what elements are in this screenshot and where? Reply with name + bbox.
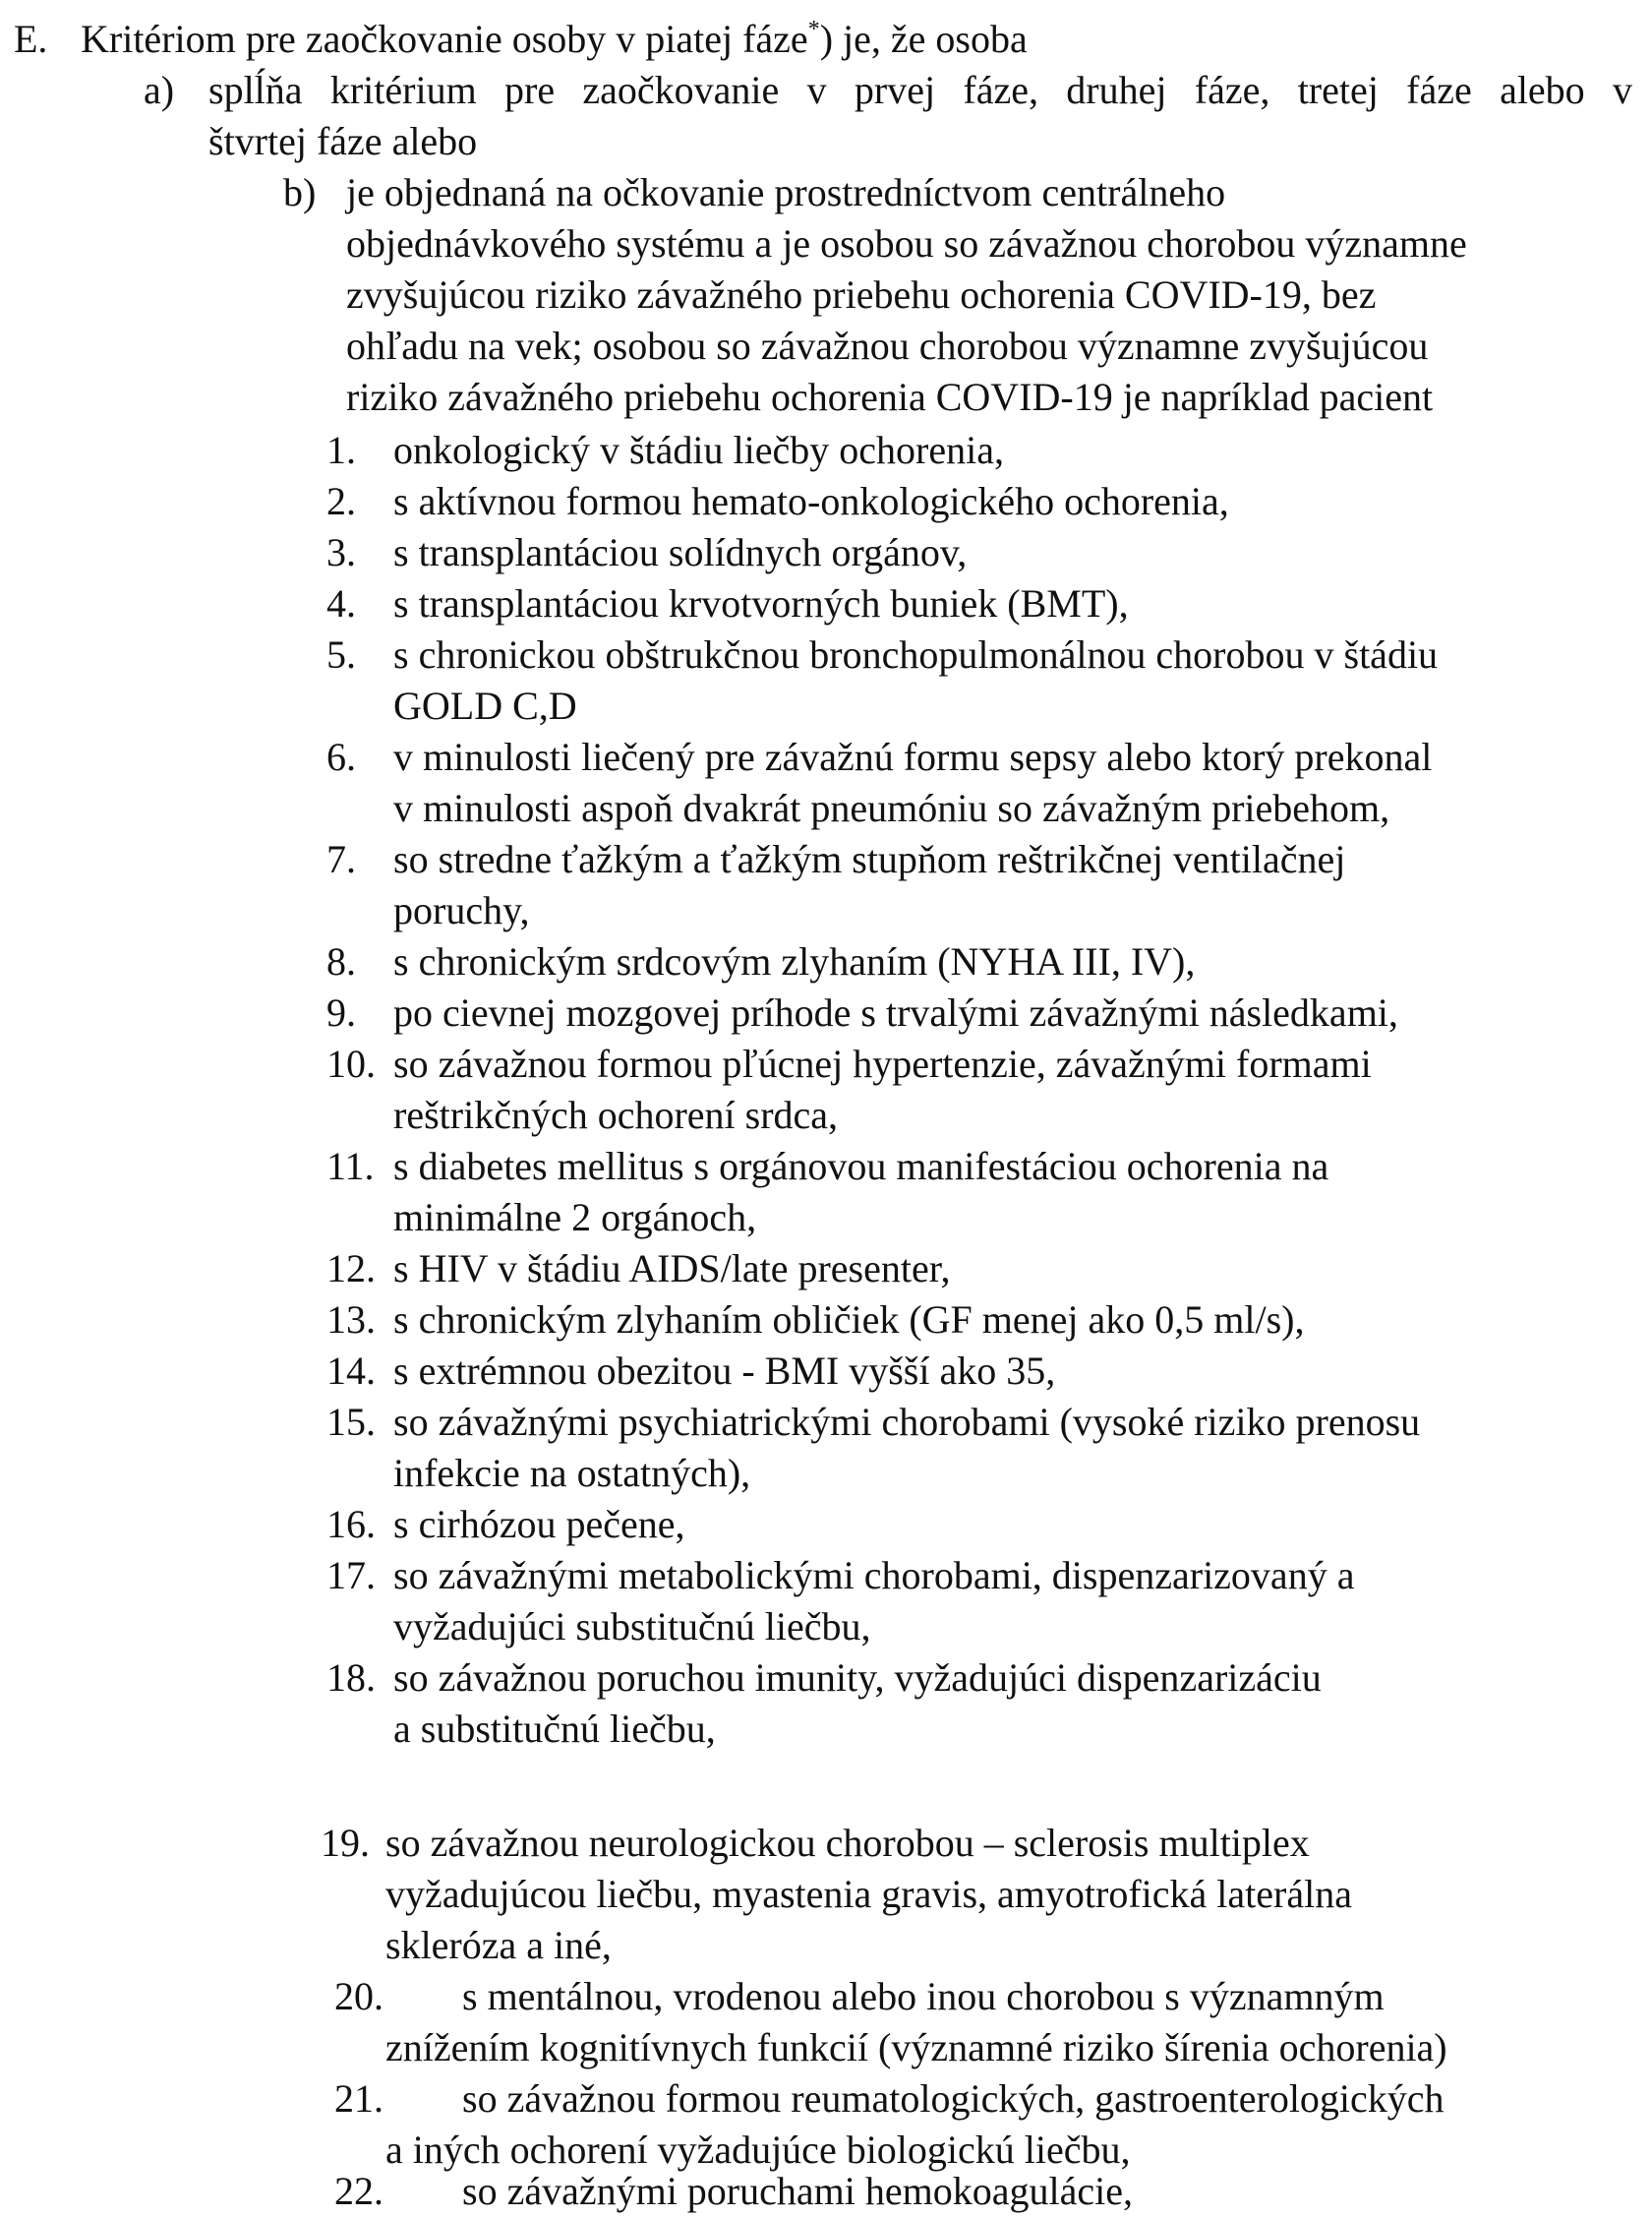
- item-13-line-1: s chronickým zlyhaním obličiek (GF menej ako 0,5 ml/s),: [393, 1297, 1305, 1342]
- item-12-line-1: s HIV v štádiu AIDS/late presenter,: [393, 1246, 951, 1290]
- item-8-line-1: s chronickým srdcovým zlyhaním (NYHA III, IV),: [393, 939, 1196, 984]
- item-17-line-2: vyžadujúci substitučnú liečbu,: [393, 1604, 871, 1648]
- item-11-line-1: s diabetes mellitus s orgánovou manifestáciou ochorenia na: [393, 1144, 1329, 1188]
- item-12-number: 12.: [326, 1246, 376, 1290]
- section-letter: E.: [14, 17, 48, 61]
- item-18-number: 18.: [326, 1655, 376, 1700]
- item-15-line-2: infekcie na ostatných),: [393, 1451, 751, 1495]
- item-6-line-2: v minulosti aspoň dvakrát pneumóniu so závažným priebehom,: [393, 786, 1390, 830]
- item-16-line-1: s cirhózou pečene,: [393, 1502, 685, 1546]
- item-15-line-1: so závažnými psychiatrickými chorobami (vysoké riziko prenosu: [393, 1400, 1421, 1444]
- item-22-number: 22.: [334, 2169, 384, 2213]
- item-1-line-1: onkologický v štádiu liečby ochorenia,: [393, 428, 1004, 472]
- item-20-line-1: s mentálnou, vrodenou alebo inou chorobou s významným: [462, 1974, 1385, 2018]
- item-21-line-2: a iných ochorení vyžadujúce biologickú liečbu,: [385, 2127, 1131, 2172]
- item-4-line-1: s transplantáciou krvotvorných buniek (BMT),: [393, 581, 1129, 626]
- point-b-line-1: je objednaná na očkovanie prostredníctvom centrálneho: [346, 170, 1226, 214]
- item-2-number: 2.: [326, 479, 356, 523]
- item-10-line-2: reštrikčných ochorení srdca,: [393, 1093, 839, 1137]
- item-5-number: 5.: [326, 632, 356, 677]
- item-19-line-1: so závažnou neurologickou chorobou – sclerosis multiplex: [385, 1821, 1310, 1865]
- item-5-line-2: GOLD C,D: [393, 684, 577, 728]
- item-3-number: 3.: [326, 530, 356, 574]
- section-heading: [81, 14, 1028, 65]
- item-17-number: 17.: [326, 1553, 376, 1597]
- item-6-line-1: v minulosti liečený pre závažnú formu sepsy alebo ktorý prekonal: [393, 735, 1433, 779]
- item-18-line-2: a substitučnú liečbu,: [393, 1707, 716, 1751]
- item-5-line-1: s chronickou obštrukčnou bronchopulmonálnou chorobou v štádiu: [393, 632, 1439, 677]
- point-b-line-5: riziko závažného priebehu ochorenia COVID-19 je napríklad pacient: [346, 375, 1434, 419]
- item-8-number: 8.: [326, 939, 356, 984]
- item-21-line-1: so závažnou formou reumatologických, gastroenterologických: [462, 2076, 1445, 2121]
- item-1-number: 1.: [326, 428, 356, 472]
- section-heading-text: Kritériom pre zaočkovanie osoby v piatej fáze: [81, 17, 808, 61]
- section-heading-tail: ) je, že osoba: [819, 17, 1028, 61]
- item-13-number: 13.: [326, 1297, 376, 1342]
- item-20-number: 20.: [334, 1974, 384, 2018]
- point-b-line-3: zvyšujúcou riziko závažného priebehu ochorenia COVID-19, bez: [346, 272, 1377, 317]
- item-10-line-1: so závažnou formou pľúcnej hypertenzie, závažnými formami: [393, 1042, 1372, 1086]
- item-7-line-1: so stredne ťažkým a ťažkým stupňom reštrikčnej ventilačnej: [393, 837, 1346, 881]
- item-19-line-2: vyžadujúcou liečbu, myastenia gravis, amyotrofická laterálna: [385, 1872, 1352, 1916]
- item-15-number: 15.: [326, 1400, 376, 1444]
- item-18-line-1: so závažnou poruchou imunity, vyžadujúci dispenzarizáciu: [393, 1655, 1322, 1700]
- item-22-line-1: so závažnými poruchami hemokoagulácie,: [462, 2169, 1133, 2213]
- item-20-line-2: znížením kognitívnych funkcií (významné riziko šírenia ochorenia): [385, 2025, 1447, 2069]
- item-4-number: 4.: [326, 581, 356, 626]
- item-19-number: 19.: [321, 1821, 370, 1865]
- item-11-number: 11.: [326, 1144, 375, 1188]
- point-b-marker: b): [283, 170, 317, 214]
- item-11-line-2: minimálne 2 orgánoch,: [393, 1195, 757, 1239]
- item-7-number: 7.: [326, 837, 356, 881]
- footnote-mark: *: [807, 16, 820, 42]
- item-2-line-1: s aktívnou formou hemato-onkologického ochorenia,: [393, 479, 1229, 523]
- item-14-line-1: s extrémnou obezitou - BMI vyšší ako 35,: [393, 1348, 1056, 1393]
- item-17-line-1: so závažnými metabolickými chorobami, dispenzarizovaný a: [393, 1553, 1355, 1597]
- item-21-number: 21.: [334, 2076, 384, 2121]
- item-14-number: 14.: [326, 1348, 376, 1393]
- point-b-line-2: objednávkového systému a je osobou so závažnou chorobou významne: [346, 221, 1467, 266]
- point-a-marker: a): [144, 68, 175, 112]
- point-a-line-1: splĺňa kritérium pre zaočkovanie v prvej fáze, druhej fáze, tretej fáze alebo v: [208, 68, 1632, 112]
- item-19-line-3: skleróza a iné,: [385, 1923, 612, 1967]
- item-9-line-1: po cievnej mozgovej príhode s trvalými závažnými následkami,: [393, 990, 1398, 1035]
- point-b-line-4: ohľadu na vek; osobou so závažnou chorobou významne zvyšujúcou: [346, 324, 1429, 368]
- item-6-number: 6.: [326, 735, 356, 779]
- item-16-number: 16.: [326, 1502, 376, 1546]
- item-7-line-2: poruchy,: [393, 888, 530, 932]
- point-a-line-2: štvrtej fáze alebo: [208, 119, 478, 163]
- item-9-number: 9.: [326, 990, 356, 1035]
- item-10-number: 10.: [326, 1042, 376, 1086]
- item-3-line-1: s transplantáciou solídnych orgánov,: [393, 530, 968, 574]
